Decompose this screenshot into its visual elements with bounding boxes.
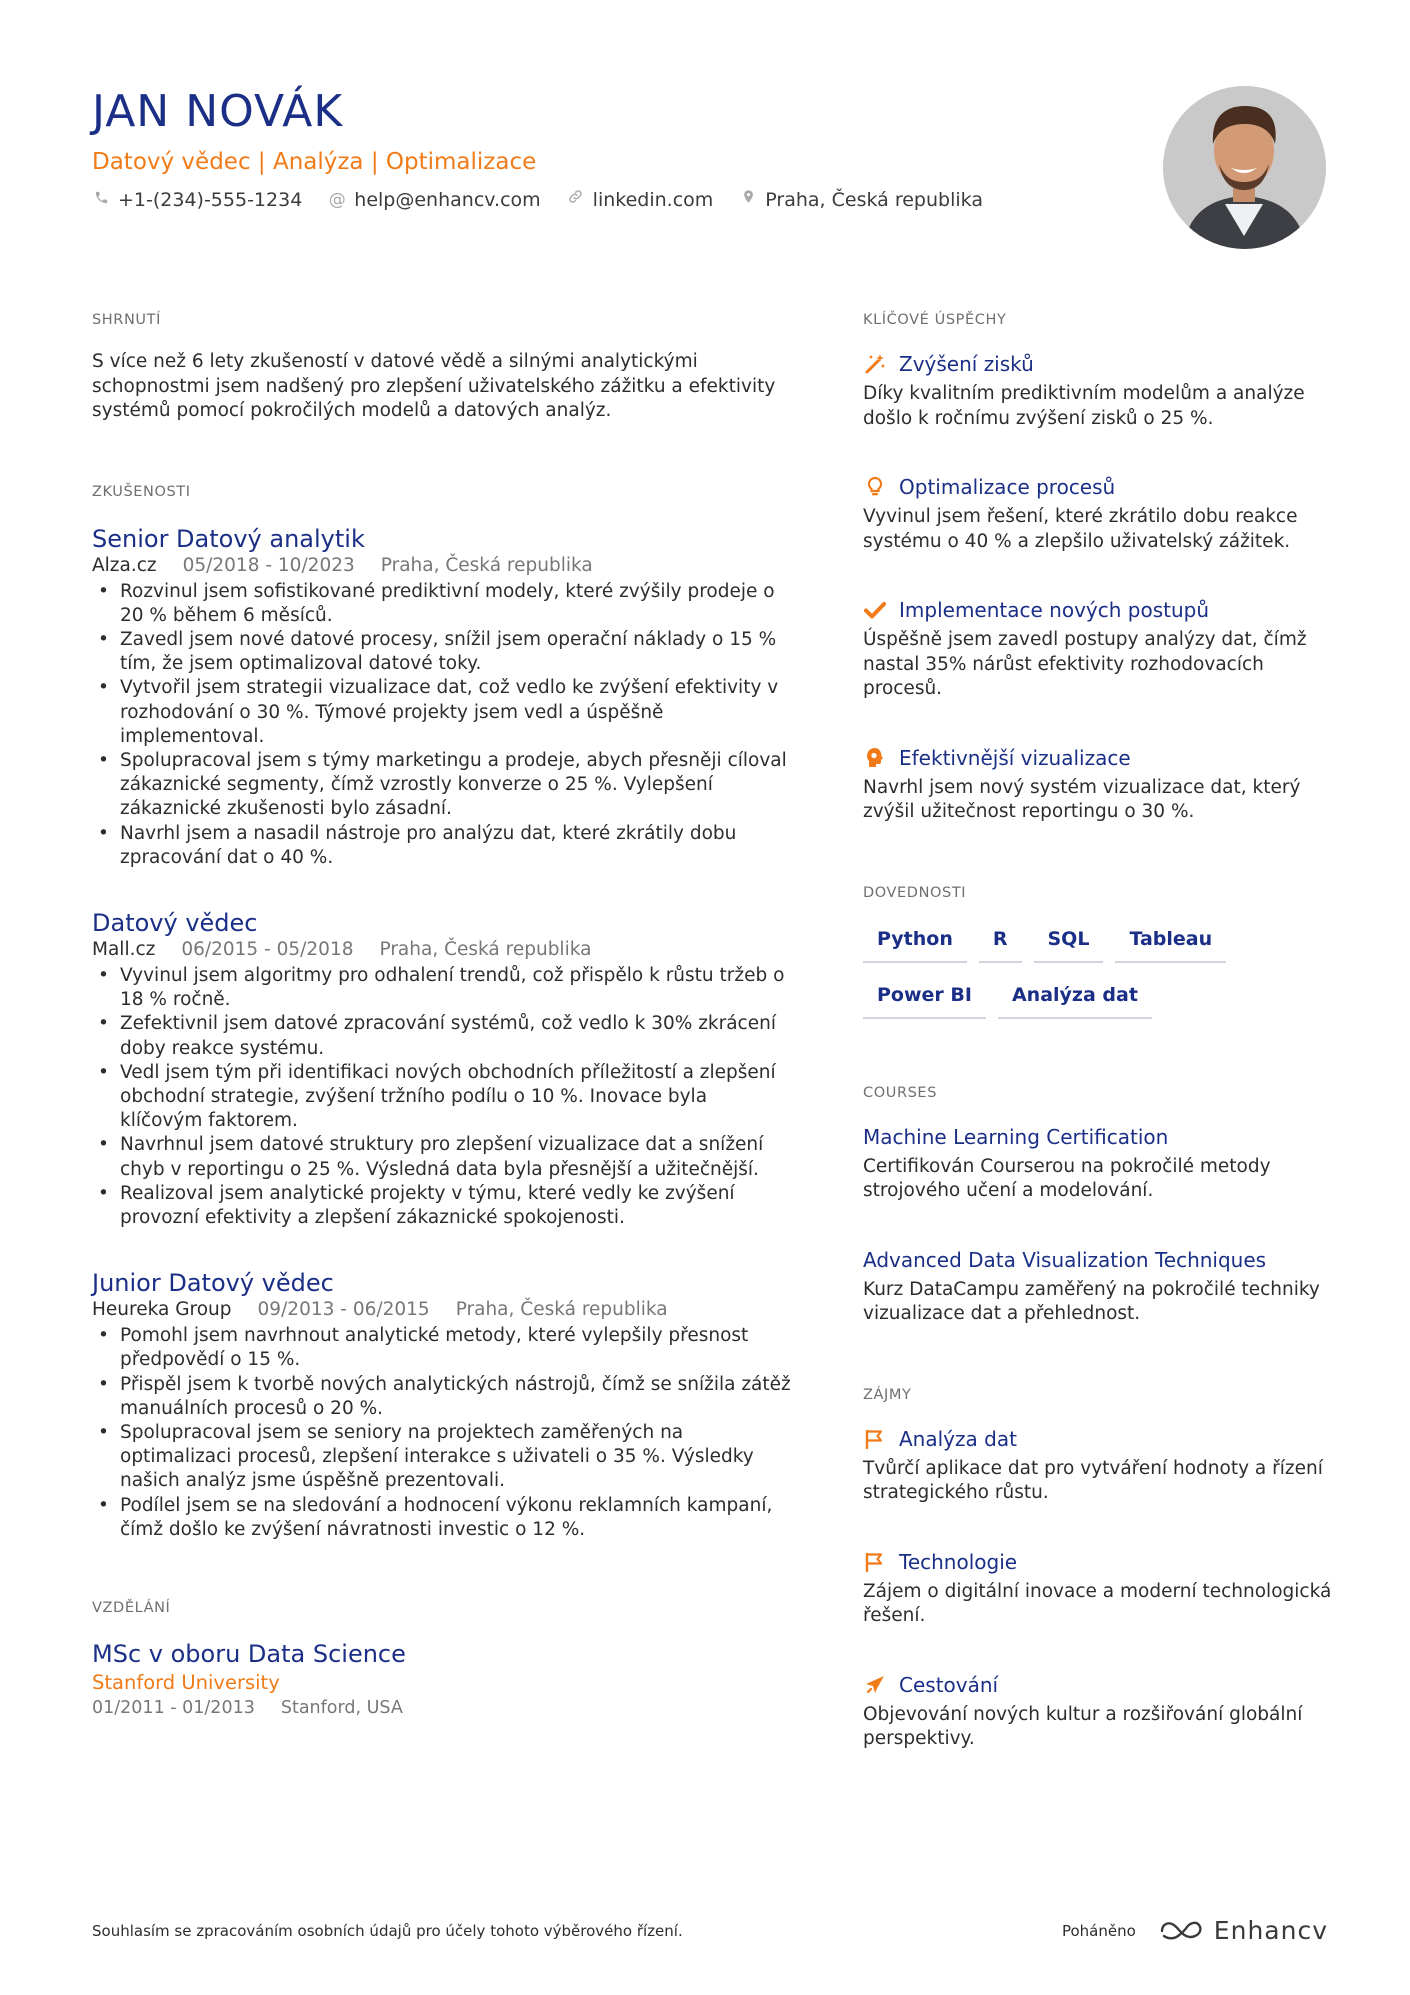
courses-heading: COURSES [863,1084,937,1101]
job-bullet: • Vytvořil jsem strategii vizualizace dat, což vedlo ke zvýšení efektivity v rozhodování o 30 %. Týmové projekty jsem vedl a úspěšně implementoval. [92,676,792,749]
achievement-head [863,350,1333,378]
skill-tag: R [979,927,1022,963]
job-bullet: • Přispěl jsem k tvorbě nových analytických nástrojů, čímž se snížila zátěž manuálních procesů o 20 %. [92,1373,792,1421]
job-bullet: • Realizoval jsem analytické projekty v týmu, které vedly ke zvýšení provozní efektivity a zlepšení zákaznické spokojenosti. [92,1182,792,1230]
achievement-head [863,596,1333,624]
interest-head [863,1671,1333,1699]
job-bullets [92,964,792,1230]
interest-head [863,1425,1333,1453]
contact-row [92,186,1152,214]
interest-title: Cestování [899,1672,999,1697]
linkedin-text[interactable]: linkedin.com [592,189,714,211]
job-company: Heureka Group [92,1299,232,1321]
job-title: Datový vědec [92,908,258,937]
job-bullet: • Spolupracoval jsem se seniory na projektech zaměřených na optimalizaci procesů, zlepšení interakce s uživateli o 35 %. Výsledky našich analýz jsme úspěšně prezentovali. [92,1421,792,1494]
head-brain-icon [863,746,887,770]
interests-section [863,1385,1333,1752]
job-entry [92,1268,792,1542]
experience-heading: ZKUŠENOSTI [92,483,191,500]
brand-name: Enhancv [1213,1916,1328,1945]
job-title: Senior Datový analytik [92,524,365,553]
phone-text: +1-(234)-555-1234 [118,189,303,211]
achievement-head [863,744,1333,772]
interest-title: Analýza dat [899,1426,1017,1451]
consent-text: Souhlasím se zpracováním osobních údajů pro účely tohoto výběrového řízení. [92,1921,683,1940]
job-title: Junior Datový vědec [92,1269,334,1298]
job-meta [92,1298,792,1322]
candidate-name: JAN NOVÁK [92,86,344,137]
job-bullet: • Vyvinul jsem algoritmy pro odhalení trendů, což přispělo k růstu tržeb o 18 % ročně. [92,964,792,1012]
job-bullets [92,580,792,870]
interest-desc: Zájem o digitální inovace a moderní technologická řešení. [863,1580,1332,1626]
summary-heading: SHRNUTÍ [92,312,161,328]
education-school: Stanford University [92,1671,280,1694]
summary-text: S více než 6 lety zkušeností v datové vědě a silnými analytickými schopnostmi jsem nadšený pro zlepšení uživatelského zážitku a efektivity systémů pomocí pokročilých modelů a datových analýz. [92,351,776,421]
job-location: Praha, Česká republika [379,938,592,960]
interest-item [863,1671,1333,1752]
education-heading: VZDĚLÁNÍ [92,1600,171,1616]
candidate-title: Datový vědec | Analýza | Optimalizace [92,149,537,175]
courses-section [863,1083,1333,1327]
job-bullet: • Spolupracoval jsem s týmy marketingu a prodeje, abych přesněji cíloval zákaznické segmenty, čímž vzrostly konverze o 25 %. Vylepšení zákaznické zkušenosti bylo zásadní. [92,749,792,822]
job-meta [92,554,792,578]
achievement-head [863,473,1333,501]
email-text[interactable]: help@enhancv.com [354,189,541,211]
interest-desc: Objevování nových kultur a rozšiřování globální perspektivy. [863,1703,1303,1749]
job-bullet: • Navrhnul jsem datové struktury pro zlepšení vizualizace dat a snížení chyb v reportingu o 25 %. Výsledná data byla přesnější a užitečnější. [92,1133,792,1181]
job-company: Alza.cz [92,554,157,576]
skills-heading: DOVEDNOSTI [863,884,967,901]
infinity-logo-icon [1158,1919,1206,1943]
enhancv-logo[interactable] [1158,1916,1328,1945]
achievement-item [863,744,1333,825]
skill-tag: Power BI [863,983,986,1019]
course-desc: Kurz DataCampu zaměřený na pokročilé techniky vizualizace dat a přehlednost. [863,1278,1320,1324]
job-location: Praha, Česká republika [380,554,593,576]
job-bullet: • Zavedl jsem nové datové procesy, snížil jsem operační náklady o 15 % tím, že jsem optimalizoval datové toky. [92,628,792,676]
job-dates: 05/2018 - 10/2023 [182,554,355,576]
contact-email[interactable] [328,186,540,214]
job-entry [92,524,792,870]
achievement-desc: Díky kvalitním prediktivním modelům a analýze došlo k ročnímu zvýšení zisků o 25 %. [863,383,1305,429]
experience-section [92,482,792,1543]
right-column [863,310,1333,1752]
interest-title: Technologie [899,1549,1018,1574]
interest-item [863,1425,1333,1506]
education-location: Stanford, USA [280,1698,403,1718]
job-dates: 06/2015 - 05/2018 [181,938,354,960]
achievement-desc: Navrhl jsem nový systém vizualizace dat, který zvýšil užitečnost reportingu o 30 %. [863,776,1301,822]
achievement-item [863,473,1333,554]
resume-header [92,84,1152,214]
interest-head [863,1548,1333,1576]
skills-section [863,883,1333,1019]
checkmark-icon [863,598,887,622]
education-degree: MSc v oboru Data Science [92,1640,406,1668]
skills-list [863,927,1323,1019]
course-title: Advanced Data Visualization Techniques [863,1247,1267,1272]
course-item [863,1123,1333,1204]
job-bullet: • Pomohl jsem navrhnout analytické metody, které vylepšily přesnost předpovědí o 15 %. [92,1324,792,1372]
course-desc: Certifikován Courserou na pokročilé metody strojového učení a modelování. [863,1155,1271,1201]
summary-section [92,310,792,424]
interest-item [863,1548,1333,1629]
skill-tag: SQL [1034,927,1104,963]
footer [92,1916,1328,1945]
education-dates: 01/2011 - 01/2013 [92,1698,255,1718]
achievements-section [863,310,1333,825]
achievement-desc: Vyvinul jsem řešení, které zkrátilo dobu reakce systému o 40 % a zlepšilo uživatelský zážitek. [863,506,1298,552]
achievement-item [863,350,1333,431]
course-title: Machine Learning Certification [863,1124,1169,1149]
plane-icon [863,1673,887,1697]
powered-by [1062,1916,1328,1945]
achievement-title: Implementace nových postupů [899,598,1210,622]
job-meta [92,938,792,962]
achievement-desc: Úspěšně jsem zavedl postupy analýzy dat, čímž nastal 35% nárůst efektivity rozhodovacích procesů. [863,629,1307,699]
link-icon [567,186,585,214]
job-bullet: • Rozvinul jsem sofistikované prediktivní modely, které zvýšily prodeje o 20 % během 6 měsíců. [92,580,792,628]
contact-linkedin[interactable] [567,186,714,214]
achievement-title: Zvýšení zisků [899,352,1034,376]
profile-photo [1163,86,1326,249]
job-bullets [92,1324,792,1542]
skill-tag: Python [863,927,967,963]
job-entry [92,908,792,1230]
achievement-title: Optimalizace procesů [899,475,1116,499]
lightbulb-icon [863,475,887,499]
job-dates: 09/2013 - 06/2015 [257,1299,430,1321]
job-company: Mall.cz [92,938,156,960]
flag-icon [863,1427,887,1451]
education-meta [92,1696,792,1720]
interest-desc: Tvůrčí aplikace dat pro vytváření hodnoty a řízení strategického růstu. [863,1457,1323,1503]
location-text: Praha, Česká republika [765,189,983,211]
contact-phone [92,186,302,214]
phone-icon [92,186,110,214]
job-bullet: • Zefektivnil jsem datové zpracování systémů, což vedlo k 30% zkrácení doby reakce systému. [92,1012,792,1060]
location-pin-icon [739,186,757,214]
left-column [92,310,792,1720]
skill-tag: Analýza dat [998,983,1152,1019]
achievements-heading: KLÍČOVÉ ÚSPĚCHY [863,312,1007,328]
job-bullet: • Podílel jsem se na sledování a hodnocení výkonu reklamních kampaní, čímž došlo ke zvýšení návratnosti investic o 12 %. [92,1494,792,1542]
job-bullet: • Vedl jsem tým při identifikaci nových obchodních příležitostí a zlepšení obchodní strategie, zvýšení tržního podílu o 10 %. Inovace byla klíčovým faktorem. [92,1061,792,1134]
at-icon: @ [328,190,346,210]
job-bullet: • Navrhl jsem a nasadil nástroje pro analýzu dat, které zkrátily dobu zpracování dat o 40 %. [92,822,792,870]
powered-label: Poháněno [1061,1921,1136,1940]
job-location: Praha, Česká republika [455,1299,668,1321]
interests-heading: ZÁJMY [863,1386,912,1403]
achievement-title: Efektivnější vizualizace [899,745,1131,770]
flag-icon [863,1550,887,1574]
skill-tag: Tableau [1115,927,1226,963]
course-item [863,1246,1333,1327]
education-section [92,1598,792,1720]
magic-wand-icon [863,352,887,376]
contact-location [739,186,983,214]
achievement-item [863,596,1333,702]
